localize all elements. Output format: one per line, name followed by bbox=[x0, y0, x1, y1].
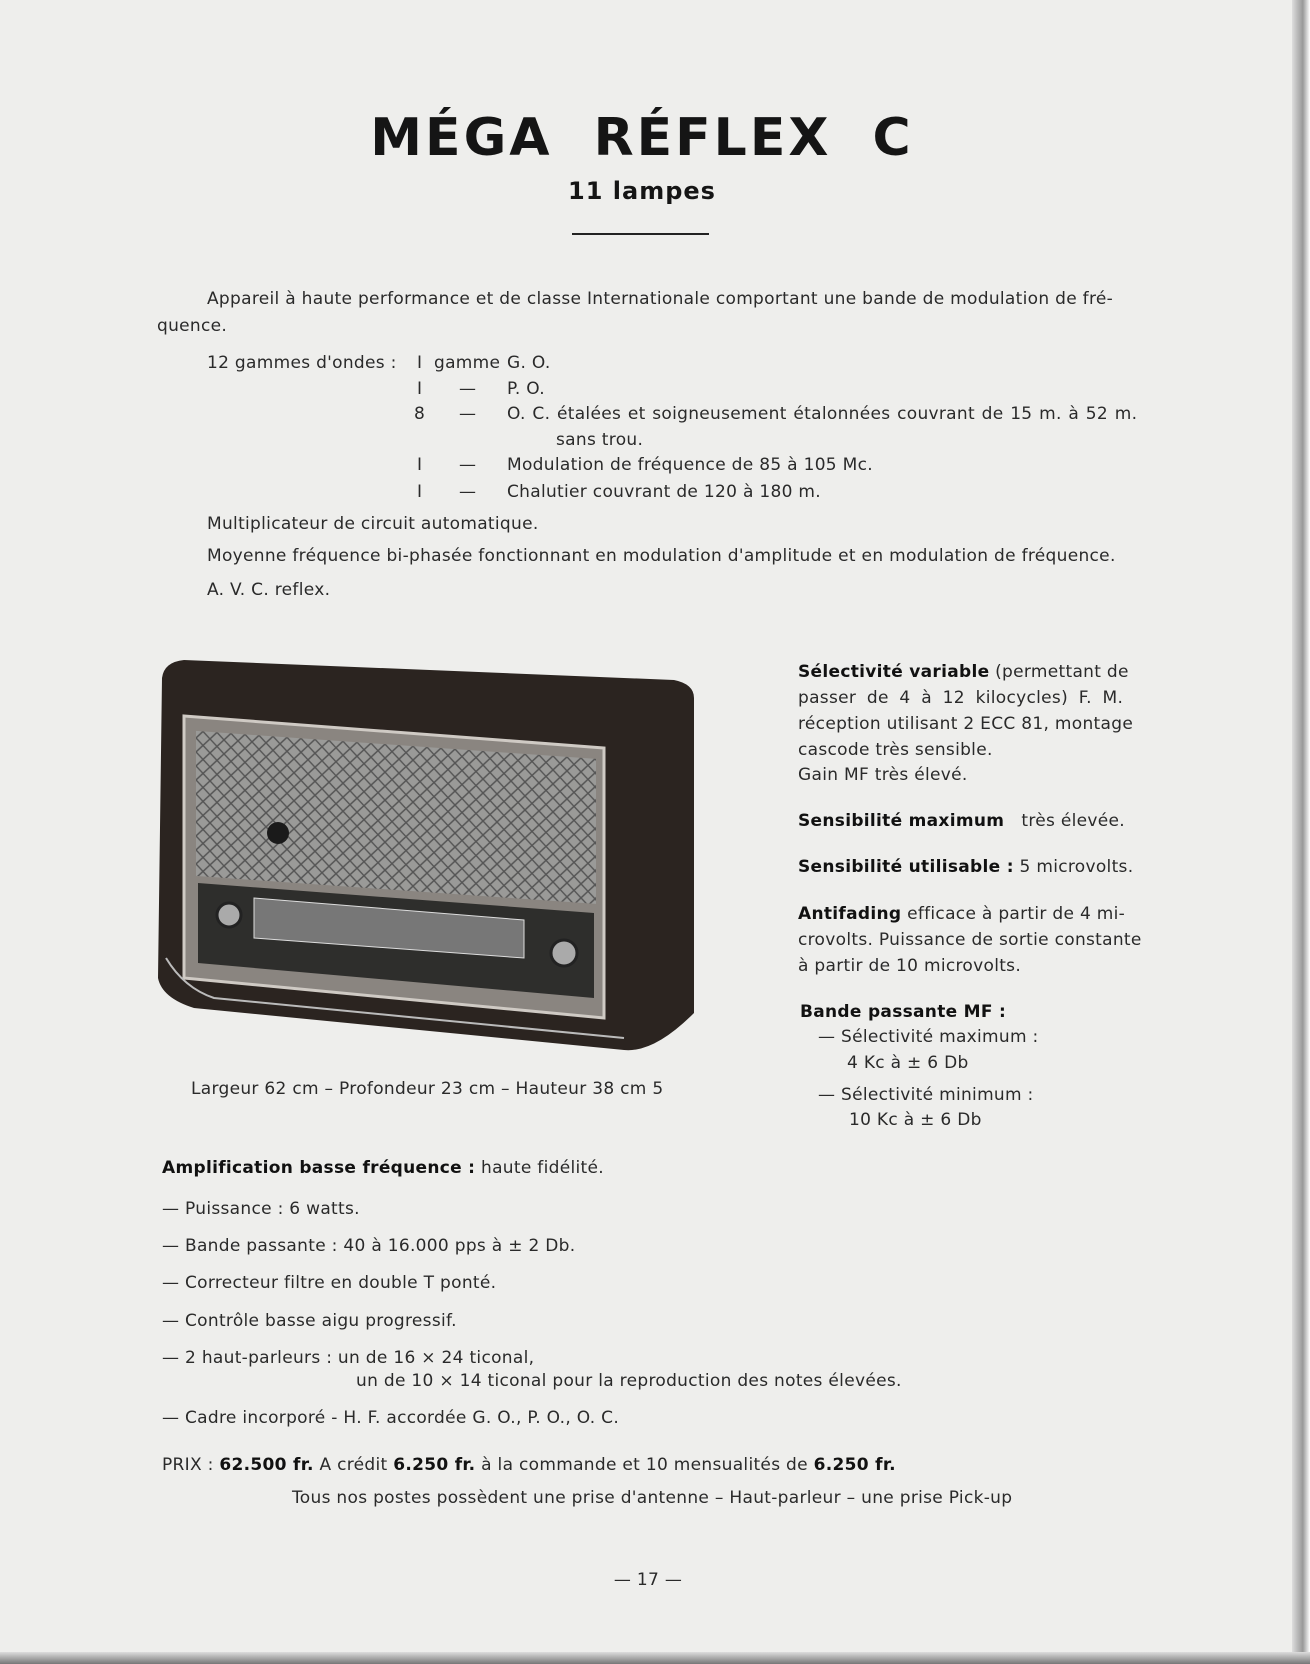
band-sep: — bbox=[459, 404, 477, 424]
spec-text: réception utilisant 2 ECC 81, montage bbox=[798, 714, 1134, 734]
spec-text: à partir de 10 microvolts. bbox=[798, 956, 1022, 976]
band-count: I bbox=[417, 482, 423, 502]
amp-item: — Cadre incorporé - H. F. accordée G. O., P. O., O. C. bbox=[162, 1408, 620, 1428]
amp-heading: Amplification basse fréquence : bbox=[162, 1158, 476, 1178]
spec-text: cascode très sensible. bbox=[798, 740, 993, 760]
price-monthly: 6.250 fr. bbox=[813, 1455, 896, 1475]
band-count: I bbox=[417, 379, 423, 399]
spec-heading: Sélectivité variable bbox=[798, 662, 990, 682]
band-count: 8 bbox=[414, 404, 426, 424]
amp-text: haute fidélité. bbox=[481, 1158, 604, 1178]
band-sep: gamme bbox=[434, 353, 501, 373]
band-text-cont: sans trou. bbox=[556, 430, 644, 450]
price-line bbox=[162, 1454, 896, 1476]
spec-heading: Sensibilité maximum bbox=[798, 811, 1005, 831]
spec-item: 10 Kc à ± 6 Db bbox=[849, 1110, 982, 1130]
price-value: 62.500 fr. bbox=[219, 1455, 314, 1475]
band-text: Chalutier couvrant de 120 à 180 m. bbox=[507, 482, 821, 502]
spec-text: efficace à partir de 4 mi- bbox=[907, 904, 1126, 924]
spec-heading: Sensibilité utilisable : bbox=[798, 857, 1014, 877]
page-bottom-edge bbox=[0, 1652, 1310, 1664]
spec-text: (permettant de bbox=[995, 662, 1129, 682]
band-sep: — bbox=[459, 379, 477, 399]
spec-heading: Antifading bbox=[798, 904, 902, 924]
spec-text: passer de 4 à 12 kilocycles) F. M. bbox=[798, 688, 1124, 708]
band-sep: — bbox=[459, 482, 477, 502]
spec-item: 4 Kc à ± 6 Db bbox=[847, 1053, 969, 1073]
band-text: Modulation de fréquence de 85 à 105 Mc. bbox=[507, 455, 873, 475]
page-title: MÉGA RÉFLEX C bbox=[370, 108, 914, 168]
spec-text: Gain MF très élevé. bbox=[798, 765, 968, 785]
price-label: PRIX : bbox=[162, 1455, 214, 1475]
amp-item: — Puissance : 6 watts. bbox=[162, 1199, 360, 1219]
bands-label: 12 gammes d'ondes : bbox=[207, 353, 397, 373]
feature-line: Multiplicateur de circuit automatique. bbox=[207, 514, 539, 534]
spec-item: — Sélectivité maximum : bbox=[818, 1027, 1039, 1047]
band-text: O. C. étalées et soigneusement étalonnées couvrant de 15 m. à 52 m. bbox=[507, 404, 1138, 424]
price-credit: 6.250 fr. bbox=[393, 1455, 476, 1475]
spec-text: très élevée. bbox=[1021, 811, 1126, 831]
page-edge bbox=[1292, 0, 1310, 1664]
amp-item: — 2 haut-parleurs : un de 16 × 24 ticonal, bbox=[162, 1348, 535, 1368]
radio-dimensions-caption: Largeur 62 cm – Profondeur 23 cm – Hauteur 38 cm 5 bbox=[191, 1079, 664, 1099]
divider bbox=[572, 233, 709, 235]
band-text: G. O. bbox=[507, 353, 551, 373]
feature-line: A. V. C. reflex. bbox=[207, 580, 331, 600]
spec-heading: Bande passante MF : bbox=[800, 1002, 1007, 1022]
radio-photo bbox=[154, 658, 700, 1053]
amp-item: un de 10 × 14 ticonal pour la reproduction des notes élevées. bbox=[356, 1371, 902, 1391]
band-text: P. O. bbox=[507, 379, 546, 399]
intro-line: Appareil à haute performance et de classe Internationale comportant une bande de modulation de fré- bbox=[207, 289, 1114, 309]
band-count: I bbox=[417, 353, 423, 373]
spec-item: — Sélectivité minimum : bbox=[818, 1085, 1034, 1105]
page-subtitle: 11 lampes bbox=[568, 177, 716, 205]
spec-text: crovolts. Puissance de sortie constante bbox=[798, 930, 1142, 950]
amp-item: — Bande passante : 40 à 16.000 pps à ± 2 Db. bbox=[162, 1236, 576, 1256]
band-sep: — bbox=[459, 455, 477, 475]
footer-note: Tous nos postes possèdent une prise d'antenne – Haut-parleur – une prise Pick-up bbox=[292, 1488, 1013, 1508]
amp-item: — Correcteur filtre en double T ponté. bbox=[162, 1273, 497, 1293]
intro-line: quence. bbox=[157, 316, 228, 336]
spec-text: 5 microvolts. bbox=[1019, 857, 1134, 877]
page-number: — 17 — bbox=[613, 1570, 683, 1590]
feature-line: Moyenne fréquence bi-phasée fonctionnant en modulation d'amplitude et en modulation de fréquence. bbox=[207, 546, 1116, 566]
price-text: A crédit bbox=[319, 1455, 388, 1475]
amp-item: — Contrôle basse aigu progressif. bbox=[162, 1311, 457, 1331]
price-text: à la commande et 10 mensualités de bbox=[481, 1455, 808, 1475]
band-count: I bbox=[417, 455, 423, 475]
